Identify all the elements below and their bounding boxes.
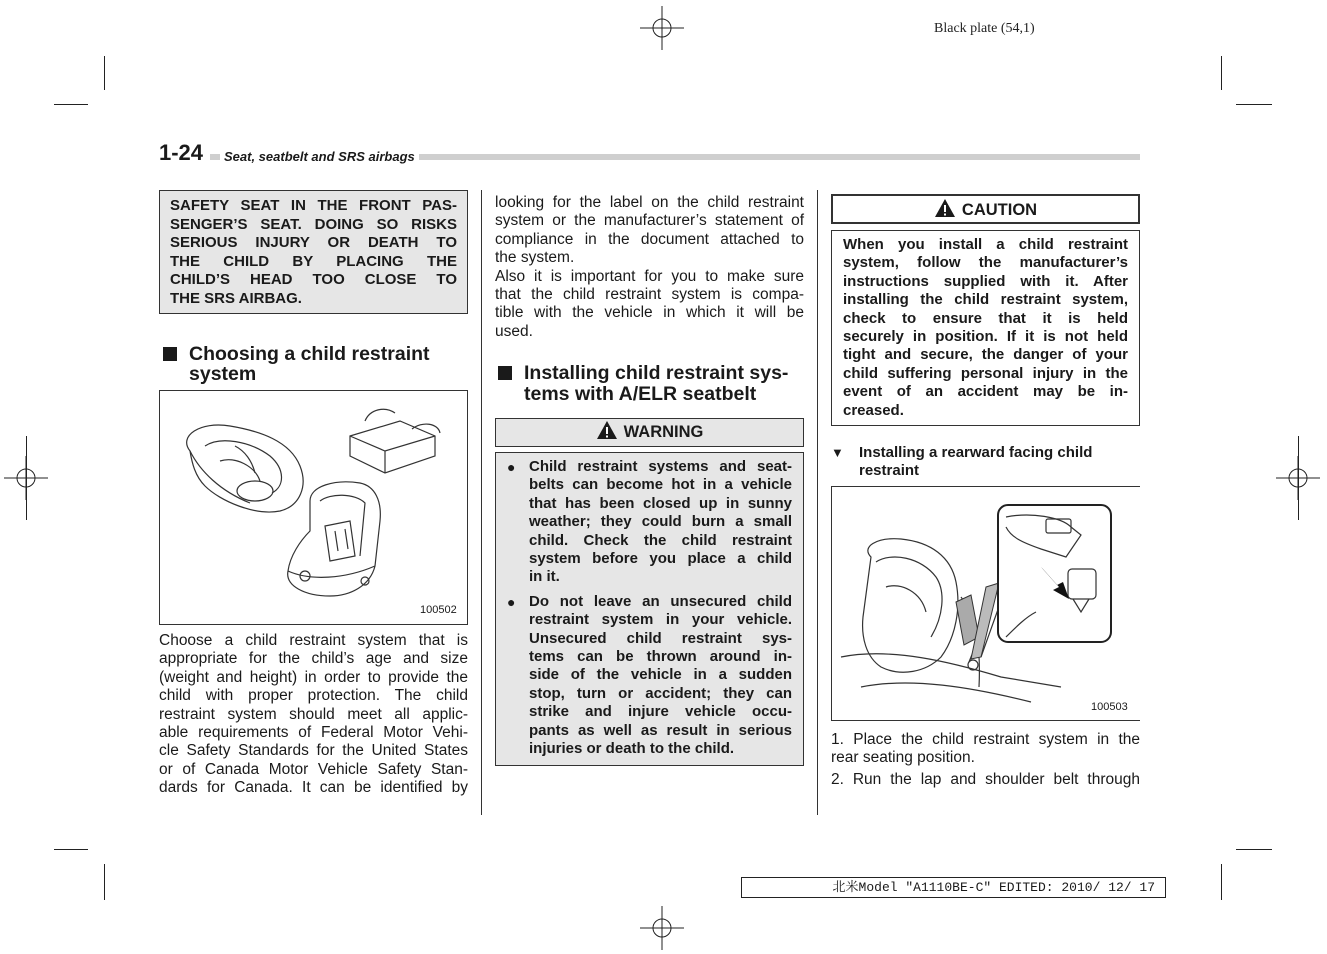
text-line: check to ensure that it is held [843,309,1128,327]
figure-label: 100503 [1091,701,1128,713]
heading-line: tems with A/ELR seatbelt [524,383,757,405]
text-line: instructions supplied with it. After [843,272,1128,290]
text-line: child. Check the child restraint [529,531,792,549]
text-line: securely in position. If it is not held [843,328,1128,346]
square-bullet-icon [498,366,512,380]
text-line: creased. [843,401,904,419]
text-line: (weight and height) in order to provide the [159,668,468,686]
column-divider [817,190,818,815]
text-line: that the child restraint system is compa- [495,286,804,304]
text-line: CHILD’S HEAD TOO CLOSE TO [170,271,457,289]
text-line: in it. [529,568,560,586]
crop-mark [1221,864,1222,900]
crop-mark [54,849,88,850]
heading-line: Installing child restraint sys- [524,362,789,384]
text-line: tight and secure, the danger of your [843,346,1128,364]
text-line: restraint system in your vehicle. [529,611,792,629]
text-line: SENGER’S SEAT. DOING SO RISKS [170,215,457,233]
warning-triangle-icon [596,420,618,440]
square-bullet-icon [163,347,177,361]
identification-text [495,194,804,341]
heading-line: system [189,363,257,385]
down-triangle-icon: ▼ [831,445,844,460]
text-line: stop, turn or accident; they can [529,684,792,702]
text-line: injuries or death to the child. [529,740,735,758]
warning-item [507,458,792,587]
text-line: used. [495,322,533,340]
text-line: able requirements of Federal Motor Vehi- [159,724,468,742]
subheading-rearward [831,444,1140,484]
text-line: child suffering personal injury in the [843,364,1128,382]
heading-choosing [163,344,463,388]
text-line: Choose a child restraint system that is [159,632,468,649]
crop-mark [54,104,88,105]
text-line: SERIOUS INJURY OR DEATH TO [170,234,457,252]
crop-mark [104,56,105,90]
warning-banner [495,418,804,447]
text-line: strike and injure vehicle occu- [529,703,792,721]
text-line: Unsecured child restraint sys- [529,629,792,647]
text-line: system before you place a child [529,550,792,568]
caution-label: CAUTION [961,201,1038,219]
choosing-body-text [159,632,468,798]
bullet-dot-icon: ● [507,593,516,610]
text-line: When you install a child restraint [843,236,1128,253]
step-1-cont: rear seating position. [831,749,975,767]
text-line: THE CHILD BY PLACING THE [170,252,457,270]
text-line: child with proper protection. The child [159,687,468,705]
child-seats-illustration [160,391,467,624]
warning-continuation-text [170,197,457,309]
text-line: tems can be thrown around in- [529,648,792,666]
registration-mark-top [640,6,684,50]
text-line: side of the vehicle in a sudden [529,666,792,684]
plate-label: Black plate (54,1) [934,21,1035,36]
heading-installing [498,363,808,407]
text-line: system or the manufacturer’s statement of [495,212,804,230]
text-line: weather; they could burn a small [529,513,792,531]
heading-line: Choosing a child restraint [189,343,430,365]
text-line: the system. [495,249,575,267]
text-line: SAFETY SEAT IN THE FRONT PAS- [170,197,457,214]
text-line: event of an accident may be in- [843,383,1128,401]
text-line: or of Canada Motor Vehicle Safety Stan- [159,760,468,778]
installation-steps [831,731,1140,789]
warning-triangle-icon [934,198,956,218]
warning-continuation-box [159,190,468,314]
text-line: Child restraint systems and seat- [529,458,792,475]
step-2: 2. Run the lap and shoulder belt through [831,770,1140,788]
section-title: Seat, seatbelt and SRS airbags [220,149,419,164]
text-line: belts can become hot in a vehicle [529,476,792,494]
text-line: restraint system should meet all applic- [159,705,468,723]
crop-mark [1236,104,1272,105]
caution-text [843,236,1128,420]
figure-label: 100502 [420,604,457,616]
text-line: system, follow the manufacturer’s [843,254,1128,272]
crop-mark [26,436,27,520]
text-line: looking for the label on the child restraint [495,194,804,211]
text-line: Also it is important for you to make sure [495,267,804,285]
subheading-line: Installing a rearward facing child [859,444,1093,461]
text-line: dards for Canada. It can be identified by [159,779,468,797]
text-line: installing the child restraint system, [843,291,1128,309]
text-line: tible with the vehicle in which it will be [495,304,804,322]
text-line: THE SRS AIRBAG. [170,289,302,307]
subheading-line: restraint [859,462,920,479]
figure-child-seats [159,390,468,625]
crop-mark [1236,849,1272,850]
rearward-seat-illustration [831,487,1140,720]
figure-rearward-seat [831,486,1140,721]
registration-mark-bottom [640,906,684,950]
crop-mark [1298,436,1299,520]
caution-box [831,230,1140,426]
text-line: cle Safety Standards for the United States [159,742,468,760]
text-line: pants as well as result in serious [529,721,792,739]
step-1: 1. Place the child restraint system in the [831,731,1140,748]
warning-label: WARNING [623,423,704,441]
warning-list [507,458,792,759]
crop-mark [104,864,105,900]
caution-banner [831,194,1140,224]
text-line: Do not leave an unsecured child [529,592,792,610]
page-number: 1-24 [159,140,204,165]
edition-footer: 北米Model "A1110BE-C" EDITED: 2010/ 12/ 17 [741,877,1166,898]
column-divider [481,190,482,815]
crop-mark [1221,56,1222,90]
text-line: that has been closed up in sunny [529,494,792,512]
text-line: compliance in the document attached to [495,230,804,248]
warning-item [507,593,792,759]
text-line: appropriate for the child’s age and size [159,650,468,668]
bullet-dot-icon: ● [507,459,516,475]
